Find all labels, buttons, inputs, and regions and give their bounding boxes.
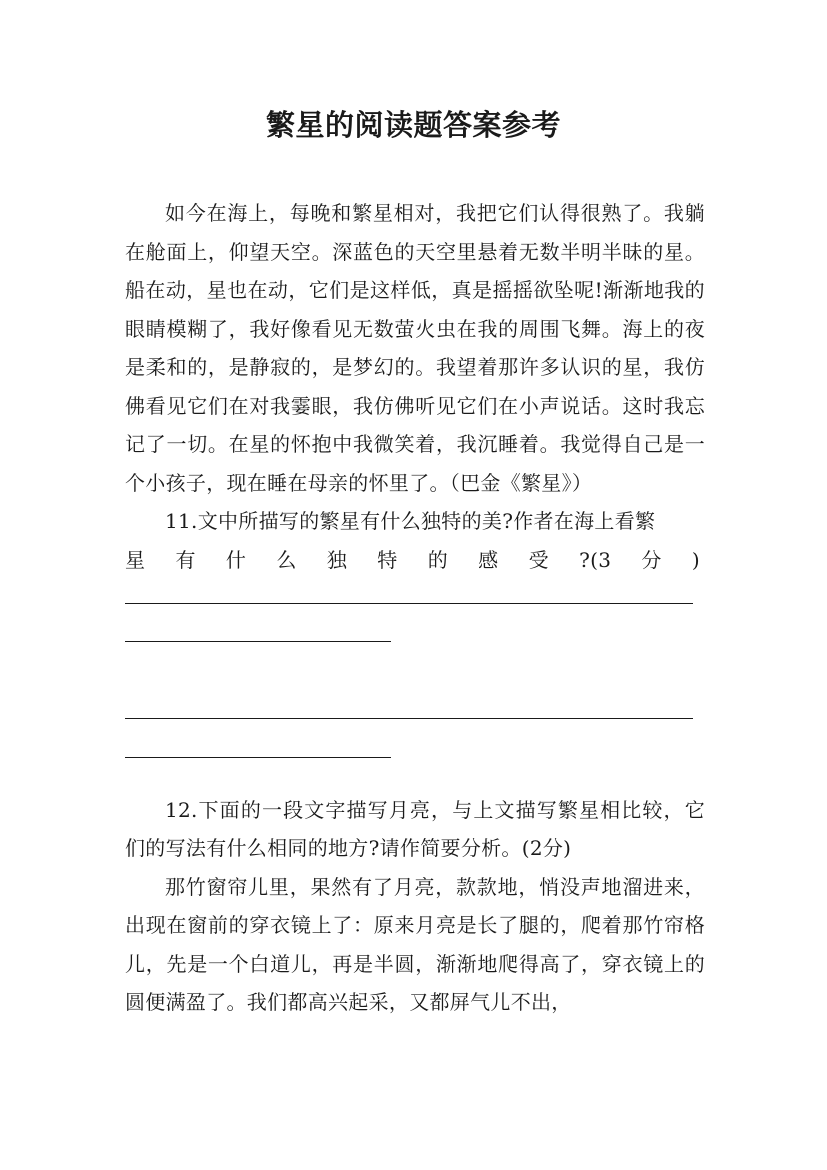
spacer xyxy=(125,772,705,791)
question-11-char: 么 xyxy=(276,547,297,572)
question-11-char: 受 xyxy=(528,547,549,572)
question-11-char: 特 xyxy=(377,547,398,572)
excerpt-paragraph: 那竹窗帘儿里，果然有了月亮，款款地，悄没声地溜进来，出现在窗前的穿衣镜上了：原来月亮是长了腿的，爬着那竹帘格儿，先是一个白道儿，再是半圆，渐渐地爬得高了，穿衣镜上的圆便满盈了。我们都高兴起采，又都屏气儿不出， xyxy=(125,874,705,1014)
question-11-line2 xyxy=(125,541,700,580)
answer-line xyxy=(125,579,693,618)
answer-line xyxy=(125,618,391,657)
document-title: 繁星的阅读题答案参考 xyxy=(265,108,561,142)
question-11-char: 感 xyxy=(478,547,499,572)
question-12: 12.下面的一段文字描写月亮，与上文描写繁星相比较，它们的写法有什么相同的地方?请作简要分析。(2分) xyxy=(125,797,705,860)
answer-line xyxy=(125,733,391,772)
question-11-char: 的 xyxy=(427,547,449,572)
spacer xyxy=(125,656,705,695)
question-11-char: 有 xyxy=(175,547,196,572)
answer-line xyxy=(125,695,693,734)
question-11-char: 星 xyxy=(125,547,146,572)
question-11-char: ?(3 xyxy=(579,547,612,572)
document-body xyxy=(125,194,705,1022)
question-11-char: 什 xyxy=(225,547,247,572)
question-11-char: 独 xyxy=(326,547,348,572)
passage-paragraph: 如今在海上，每晚和繁星相对，我把它们认得很熟了。我躺在舱面上，仰望天空。深蓝色的天空里悬着无数半明半昧的星。船在动，星也在动，它们是这样低，真是摇摇欲坠呢!渐渐地我的眼睛模糊了，我好像看见无数萤火虫在我的周围飞舞。海上的夜是柔和的，是静寂的，是梦幻的。我望着那许多认识的星，我仿佛看见它们在对我霎眼，我仿佛听见它们在小声说话。这时我忘记了一切。在星的怀抱中我微笑着，我沉睡着。我觉得自己是一个小孩子，现在睡在母亲的怀里了。（巴金《繁星》） xyxy=(125,201,705,495)
question-11-char: 分 xyxy=(641,547,662,572)
question-11-line1: 11.文中所描写的繁星有什么独特的美?作者在海上看繁 xyxy=(165,509,656,533)
question-11-char: ) xyxy=(691,547,700,572)
